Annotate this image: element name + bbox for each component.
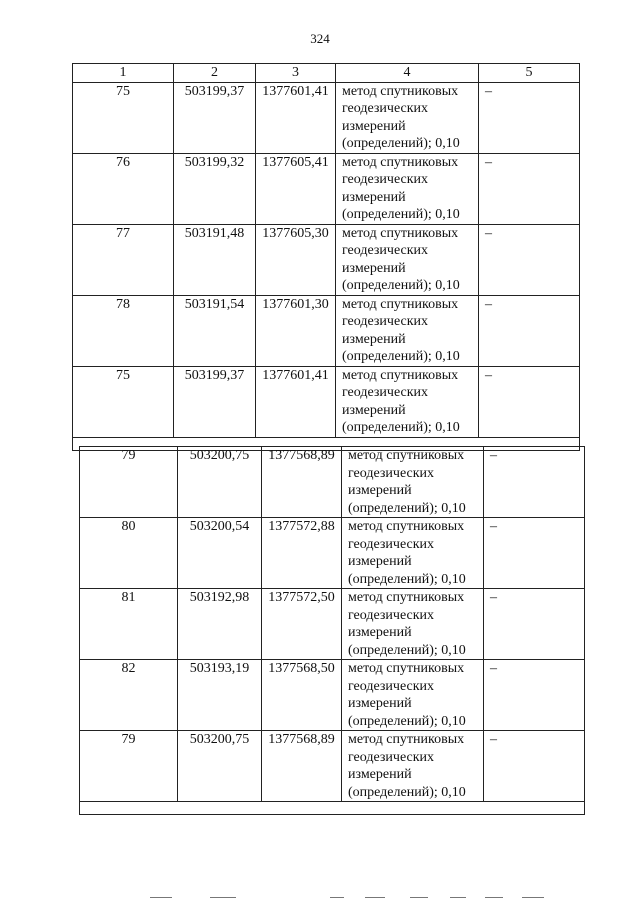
method-cell — [342, 447, 484, 518]
method-text-line: геодезических — [342, 243, 429, 258]
point-number-cell: 75 — [73, 82, 174, 153]
table-row — [73, 153, 580, 224]
method-text-line: геодезических — [348, 749, 435, 765]
method-cell — [336, 153, 479, 224]
method-text-line: геодезических — [348, 465, 435, 481]
method-text-line: (определений); 0,10 — [348, 784, 466, 800]
note-cell: – — [484, 518, 585, 589]
column-header-2: 2 — [174, 64, 256, 83]
method-text-line: геодезических — [348, 607, 435, 623]
method-text-line: измерений — [342, 189, 406, 205]
method-text-line: измерений — [348, 767, 412, 782]
x-coordinate-cell: 503200,75 — [178, 447, 262, 518]
y-coordinate-cell: 1377568,89 — [262, 731, 342, 802]
method-text-line: (определений); 0,10 — [348, 642, 466, 658]
point-number-cell: 82 — [80, 660, 178, 731]
method-cell — [336, 82, 479, 153]
method-text-line: метод спутниковых — [348, 519, 465, 534]
coordinates-table-bottom — [79, 446, 585, 815]
method-cell — [342, 660, 484, 731]
point-number-cell: 79 — [80, 731, 178, 802]
method-text-line: (определений); 0,10 — [342, 207, 460, 222]
point-number-cell: 78 — [73, 295, 174, 366]
y-coordinate-cell: 1377572,88 — [262, 518, 342, 589]
method-text-line: (определений); 0,10 — [342, 349, 460, 364]
x-coordinate-cell: 503200,75 — [178, 731, 262, 802]
separator-cell — [80, 802, 585, 815]
method-text-line: (определений); 0,10 — [342, 136, 460, 151]
x-coordinate-cell: 503199,37 — [174, 82, 256, 153]
method-text-line: измерений — [348, 696, 412, 711]
x-coordinate-cell: 503199,37 — [174, 366, 256, 437]
method-cell — [342, 731, 484, 802]
note-cell: – — [484, 731, 585, 802]
x-coordinate-cell: 503192,98 — [178, 589, 262, 660]
method-cell — [336, 224, 479, 295]
method-text-line: (определений); 0,10 — [342, 278, 460, 293]
column-header-5: 5 — [479, 64, 580, 83]
method-text-line: метод спутниковых — [348, 448, 465, 463]
method-text-line: метод спутниковых — [342, 83, 459, 99]
method-text-line: метод спутниковых — [342, 367, 459, 383]
table-row — [73, 295, 580, 366]
point-number-cell: 79 — [80, 447, 178, 518]
page-number: 324 — [310, 31, 330, 46]
table-row — [73, 224, 580, 295]
column-header-4: 4 — [336, 64, 479, 83]
point-number-cell: 80 — [80, 518, 178, 589]
method-cell — [342, 518, 484, 589]
x-coordinate-cell: 503191,48 — [174, 224, 256, 295]
note-cell: – — [479, 82, 580, 153]
method-text-line: метод спутниковых — [342, 296, 459, 312]
note-cell: – — [484, 660, 585, 731]
table-row — [73, 82, 580, 153]
method-text-line: геодезических — [348, 678, 435, 694]
x-coordinate-cell: 503193,19 — [178, 660, 262, 731]
method-text-line: геодезических — [342, 172, 429, 187]
y-coordinate-cell: 1377601,30 — [256, 295, 336, 366]
method-text-line: метод спутниковых — [348, 661, 465, 676]
note-cell: – — [479, 224, 580, 295]
table-row — [80, 660, 585, 731]
method-text-line: (определений); 0,10 — [348, 713, 466, 729]
x-coordinate-cell: 503191,54 — [174, 295, 256, 366]
method-text-line: измерений — [348, 625, 412, 640]
method-text-line: метод спутниковых — [348, 732, 465, 747]
coordinates-table-top — [72, 63, 580, 451]
point-number-cell: 77 — [73, 224, 174, 295]
table-row — [80, 731, 585, 802]
table-row — [80, 589, 585, 660]
note-cell: – — [484, 589, 585, 660]
method-text-line: метод спутниковых — [342, 154, 459, 170]
note-cell: – — [479, 366, 580, 437]
coordinates-table-bottom-body — [80, 447, 585, 815]
method-cell — [336, 366, 479, 437]
y-coordinate-cell: 1377601,41 — [256, 82, 336, 153]
column-header-1: 1 — [73, 64, 174, 83]
method-text-line: измерений — [342, 331, 406, 347]
table-header-row — [73, 64, 580, 83]
method-text-line: измерений — [342, 118, 406, 134]
note-cell: – — [479, 295, 580, 366]
method-cell — [342, 589, 484, 660]
method-text-line: геодезических — [342, 101, 429, 116]
method-text-line: геодезических — [342, 385, 429, 400]
y-coordinate-cell: 1377568,89 — [262, 447, 342, 518]
method-text-line: измерений — [348, 554, 412, 569]
method-text-line: геодезических — [348, 536, 435, 552]
note-cell: – — [484, 447, 585, 518]
y-coordinate-cell: 1377601,41 — [256, 366, 336, 437]
note-cell: – — [479, 153, 580, 224]
method-text-line: (определений); 0,10 — [342, 420, 460, 435]
y-coordinate-cell: 1377605,30 — [256, 224, 336, 295]
method-text-line: измерений — [342, 260, 406, 276]
separator-row — [80, 802, 585, 815]
method-text-line: измерений — [342, 402, 406, 418]
x-coordinate-cell: 503200,54 — [178, 518, 262, 589]
x-coordinate-cell: 503199,32 — [174, 153, 256, 224]
point-number-cell: 75 — [73, 366, 174, 437]
column-header-3: 3 — [256, 64, 336, 83]
y-coordinate-cell: 1377605,41 — [256, 153, 336, 224]
method-text-line: метод спутниковых — [342, 225, 459, 241]
method-cell — [336, 295, 479, 366]
table-row — [80, 447, 585, 518]
method-text-line: (определений); 0,10 — [348, 571, 466, 587]
coordinates-table-top-body — [73, 64, 580, 451]
y-coordinate-cell: 1377568,50 — [262, 660, 342, 731]
point-number-cell: 76 — [73, 153, 174, 224]
y-coordinate-cell: 1377572,50 — [262, 589, 342, 660]
point-number-cell: 81 — [80, 589, 178, 660]
table-row — [80, 518, 585, 589]
method-text-line: (определений); 0,10 — [348, 500, 466, 516]
method-text-line: измерений — [348, 483, 412, 498]
method-text-line: метод спутниковых — [348, 590, 465, 605]
method-text-line: геодезических — [342, 314, 429, 329]
page-footer-marks — [150, 897, 550, 899]
table-row — [73, 366, 580, 437]
